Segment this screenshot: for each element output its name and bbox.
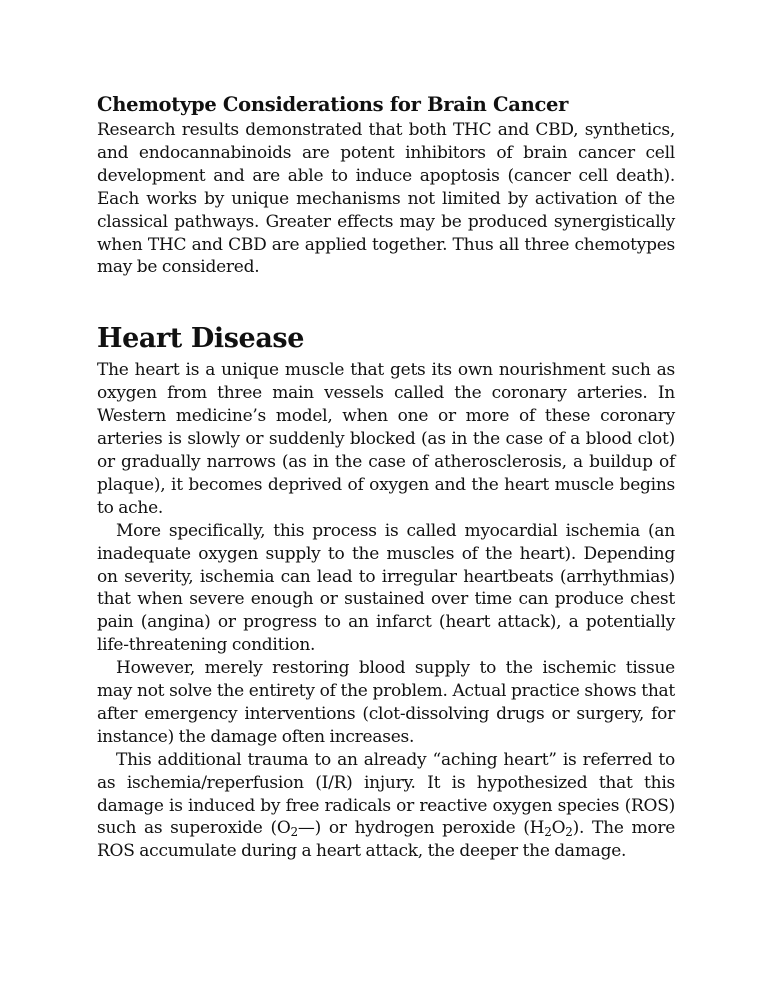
subscript-2: 2 (290, 825, 298, 840)
paragraph-brain-cancer: Research results demonstrated that both THC and CBD, synthetics, and endocannabinoids are potent inhibitors of brain cancer cell development and are able to induce apoptosis (cancer cell death). Each works by unique mechanisms not limited by activation of the classical pathways. Greater effects may be produced synergistically when THC and CBD are applied together. Thus all three chemotypes may be considered. (97, 120, 675, 278)
paragraph-heart-3: However, merely restoring blood supply to the ischemic tissue may not solve the entirety of the problem. Actual practice shows that after emergency interventions (clot-dissolving drugs or surgery, for instance) the damage often increases. (97, 658, 675, 747)
paragraph-heart-4-text-1: This additional trauma to an already “aching heart” is referred to as ischemia/reperfusion (I/R) injury. It is hypothesized that this damage is induced by free radicals or reactive oxygen species (ROS) such as superoxide (O (97, 749, 675, 839)
paragraph-heart-2: More specifically, this process is called myocardial ischemia (an inadequate oxygen supply to the muscles of the heart). Depending on severity, ischemia can lead to irregular heartbeats (arrhythmias) that when severe enough or sustained over time can produce chest pain (angina) or progress to an infarct (heart attack), a potentially life-threatening condition. (97, 520, 675, 656)
paragraph-heart-4 (97, 749, 675, 864)
section-heading-brain-cancer: Chemotype Considerations for Brain Cancer (97, 93, 569, 116)
subscript-2: 2 (565, 825, 573, 840)
section-heading-heart-disease: Heart Disease (97, 323, 305, 355)
document-page (97, 91, 675, 863)
subscript-2: 2 (544, 825, 552, 840)
paragraph-heart-4-text-3: O (551, 818, 566, 839)
paragraph-heart-4-text-2: —) or hydrogen peroxide (H (297, 818, 545, 839)
paragraph-heart-1: The heart is a unique muscle that gets its own nourishment such as oxygen from three main vessels called the coronary arteries. In Western medicine’s model, when one or more of these coronary arteries is slowly or suddenly blocked (as in the case of a blood clot) or gradually narrows (as in the case of atherosclerosis, a buildup of plaque), it becomes deprived of oxygen and the heart muscle begins to ache. (97, 360, 675, 518)
paragraph-heart-4-text-4: ). The more ROS accumulate during a heart attack, the deeper the damage. (97, 818, 676, 862)
